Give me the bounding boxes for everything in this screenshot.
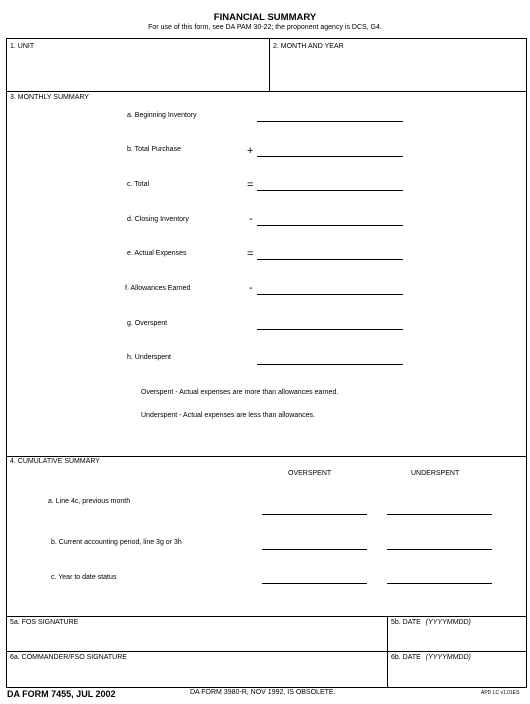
total-field[interactable] [257, 190, 403, 191]
closing-inventory-label: d. Closing Inventory [127, 216, 189, 223]
underspent-column-header: UNDERSPENT [411, 470, 460, 477]
month-year-field[interactable] [273, 54, 523, 88]
line-4a-underspent-field[interactable] [387, 514, 492, 515]
cumulative-summary-heading: 4. CUMULATIVE SUMMARY [10, 458, 100, 465]
form-number: DA FORM 7455, JUL 2002 [7, 689, 116, 699]
equals-operator: = [247, 248, 254, 260]
fos-date-label-text: 5b. DATE [391, 619, 421, 626]
fos-date-hint: (YYYYMMDD) [425, 619, 471, 626]
unit-label: 1. UNIT [10, 43, 35, 50]
fos-date-field[interactable] [391, 629, 523, 649]
total-purchase-label: b. Total Purchase [127, 146, 181, 153]
underspent-label: h. Underspent [127, 354, 171, 361]
commander-date-field[interactable] [391, 664, 523, 685]
line-4b-overspent-field[interactable] [262, 549, 367, 550]
fos-signature-label: 5a. FOS SIGNATURE [10, 619, 79, 626]
divider [269, 38, 270, 91]
closing-inventory-field[interactable] [257, 225, 403, 226]
actual-expenses-field[interactable] [257, 259, 403, 260]
fos-signature-field[interactable] [10, 629, 384, 649]
month-year-label: 2. MONTH AND YEAR [273, 43, 344, 50]
unit-field[interactable] [10, 54, 266, 88]
total-purchase-field[interactable] [257, 156, 403, 157]
actual-expenses-label: e. Actual Expenses [127, 250, 187, 257]
underspent-field[interactable] [257, 364, 403, 365]
commander-signature-label: 6a. COMMANDER/FSO SIGNATURE [10, 654, 127, 661]
line-4c-overspent-field[interactable] [262, 583, 367, 584]
equals-operator: = [247, 179, 254, 191]
commander-signature-field[interactable] [10, 664, 384, 685]
minus-operator: - [249, 213, 253, 225]
allowances-earned-label: f. Allowances Earned [125, 285, 191, 292]
monthly-summary-heading: 3. MONTHLY SUMMARY [10, 94, 89, 101]
line-4c-label: c. Year to date status [51, 574, 117, 581]
plus-operator: + [247, 145, 254, 157]
beginning-inventory-field[interactable] [257, 121, 403, 122]
overspent-field[interactable] [257, 329, 403, 330]
line-4b-label: b. Current accounting period, line 3g or 3h [51, 539, 182, 546]
overspent-label: g. Overspent [127, 320, 168, 327]
commander-date-hint: (YYYYMMDD) [425, 654, 471, 661]
overspent-note: Overspent - Actual expenses are more than allowances earned. [141, 389, 339, 396]
divider [6, 456, 527, 457]
beginning-inventory-label: a. Beginning Inventory [127, 112, 197, 119]
allowances-earned-field[interactable] [257, 294, 403, 295]
form-frame [6, 38, 527, 688]
divider [387, 616, 388, 688]
line-4a-label: a. Line 4c, previous month [48, 498, 131, 505]
overspent-column-header: OVERSPENT [288, 470, 332, 477]
total-label: c. Total [127, 181, 150, 188]
commander-date-label [391, 654, 471, 661]
line-4a-overspent-field[interactable] [262, 514, 367, 515]
form-title: FINANCIAL SUMMARY [213, 12, 317, 23]
form-subtitle: For use of this form, see DA PAM 30-22; the proponent agency is DCS, G4. [148, 24, 382, 31]
divider [6, 651, 527, 652]
underspent-note: Underspent - Actual expenses are less than allowances. [141, 412, 315, 419]
commander-date-label-text: 6b. DATE [391, 654, 421, 661]
line-4c-underspent-field[interactable] [387, 583, 492, 584]
fos-date-label [391, 619, 471, 626]
line-4b-underspent-field[interactable] [387, 549, 492, 550]
obsolete-notice: DA FORM 3980-R, NOV 1992, IS OBSOLETE. [190, 689, 336, 696]
version-stamp: APD LC v1.01ES [481, 690, 520, 696]
minus-operator: - [249, 282, 253, 294]
divider [6, 91, 527, 92]
divider [6, 616, 527, 617]
